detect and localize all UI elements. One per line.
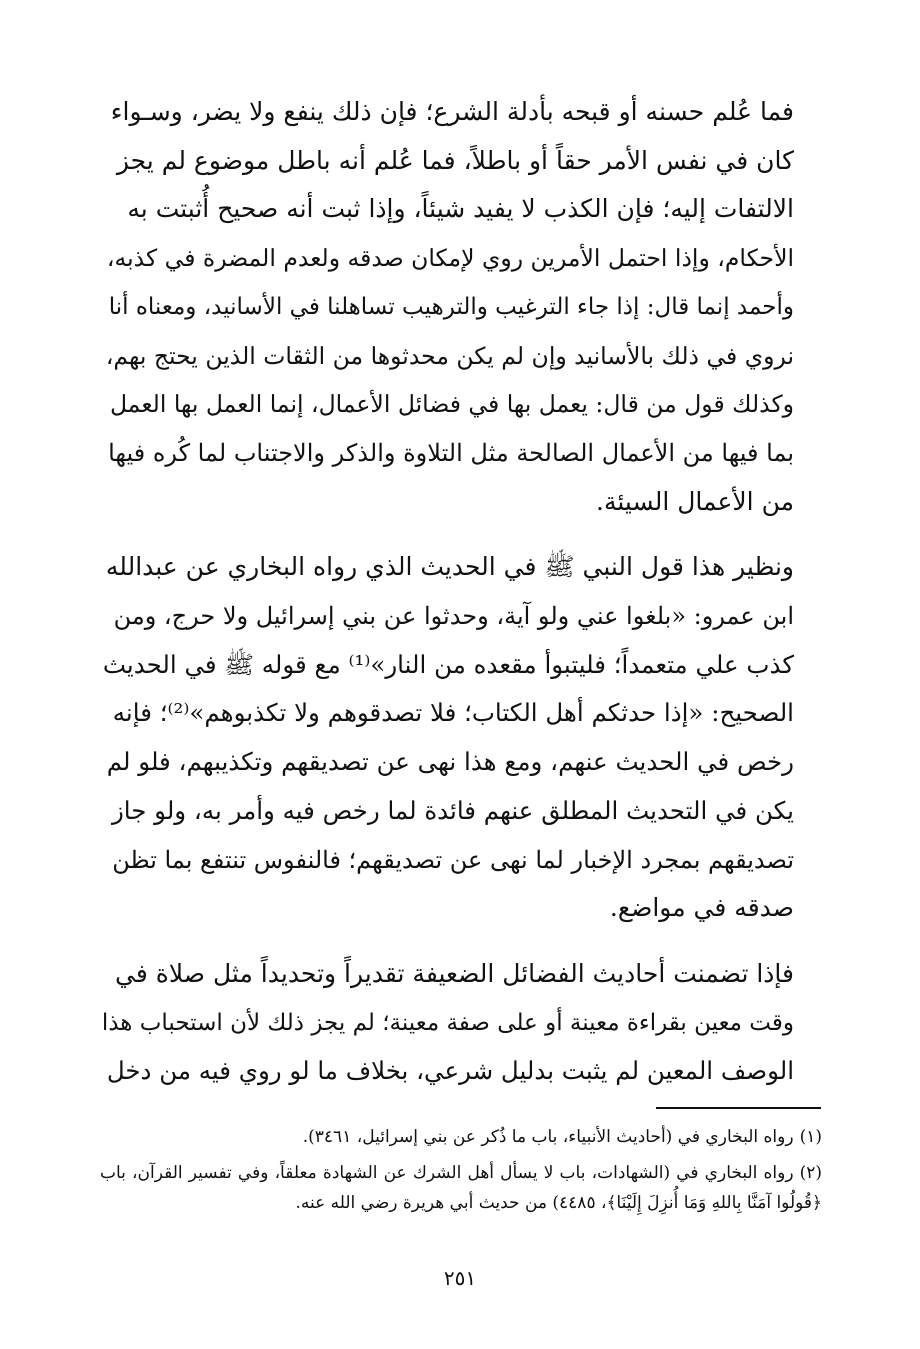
text-line: الأحكام، وإذا احتمل الأمرين روي لإمكان صدقه ولعدم المضرة في كذبه، (106, 244, 794, 273)
text-line: من الأعمال السيئة. (596, 486, 794, 516)
text-line: تصديقهم بمجرد الإخبار لما نهى عن تصديقهم؛ فالنفوس تنتفع بما تظن (112, 845, 794, 874)
footnote-2 (100, 1158, 822, 1218)
text-line: وأحمد إنما قال: إذا جاء الترغيب والترهيب تساهلنا في الأسانيد، ومعناه أنا (108, 293, 794, 320)
footnote-divider (656, 1107, 821, 1109)
text-line: فما عُلم حسنه أو قبحه بأدلة الشرع؛ فإن ذلك ينفع ولا يضر، وسـواء (110, 97, 794, 126)
text-line: كذب علي متعمداً؛ فليتبوأ مقعده من النار»⁽¹⁾ مع قوله ﷺ في الحديث (102, 649, 794, 679)
text-line: كان في نفس الأمر حقاً أو باطلاً، فما عُلم أنه باطل موضوع لم يجز (116, 145, 794, 175)
text-line: يكن في التحديث المطلق عنهم فائدة لما رخص فيه وأمر به، ولو جاز (111, 795, 794, 825)
footnote-text: رواه البخاري في (الشهادات، باب لا يسأل أهل الشرك عن الشهادة معلقاً، وفي تفسير القرآن، باب ﴿قُولُوا آمَنَّا بِاللهِ وَمَا أُنزِلَ إِلَيْنَا﴾، ٤٤٨٥) من حديث أبي هريرة رضي الله عنه. (100, 1163, 822, 1213)
text-line: ونظير هذا قول النبي ﷺ في الحديث الذي رواه البخاري عن عبدالله (105, 552, 794, 582)
text-line: بما فيها من الأعمال الصالحة مثل التلاوة والذكر والاجتناب لما كُره فيها (108, 438, 794, 467)
text-line: الالتفات إليه؛ فإن الكذب لا يفيد شيئاً، وإذا ثبت أنه صحيح أُثبتت به (127, 194, 794, 224)
text-line: الوصف المعين لم يثبت بدليل شرعي، بخلاف ما لو روي فيه من دخل (106, 1056, 794, 1086)
footnote-number: (٢) (799, 1163, 822, 1183)
footnote-1 (100, 1122, 822, 1152)
text-line: الصحيح: «إذا حدثكم أهل الكتاب؛ فلا تصدقوهم ولا تكذبوهم»⁽²⁾؛ فإنه (112, 698, 794, 728)
footnote-text: رواه البخاري في (أحاديث الأنبياء، باب ما ذُكر عن بني إسرائيل، ٣٤٦١). (302, 1127, 794, 1147)
paragraph-3 (100, 950, 822, 1096)
text-line: وقت معين بقراءة معينة أو على صفة معينة؛ لم يجز ذلك لأن استحباب هذا (101, 1009, 794, 1036)
main-text (100, 88, 822, 1096)
text-line: صدقه في مواضع. (609, 893, 794, 923)
text-line: فإذا تضمنت أحاديث الفضائل الضعيفة تقديراً وتحديداً مثل صلاة في (115, 958, 794, 988)
text-line: رخص في الحديث عنهم، ومع هذا نهى عن تصديقهم وتكذيبهم، فلو لم (106, 747, 794, 777)
footnotes (100, 1122, 822, 1224)
text-line: نروي في ذلك بالأسانيد وإن لم يكن محدثوها من الثقات الذين يحتج بهم، (105, 341, 794, 370)
paragraph-2 (100, 543, 822, 933)
text-line: ابن عمرو: «بلغوا عني ولو آية، وحدثوا عن بني إسرائيل ولا حرج، ومن (113, 602, 794, 631)
page-number: ٢٥١ (443, 1266, 477, 1290)
text-line: وكذلك قول من قال: يعمل بها في فضائل الأعمال، إنما العمل بها العمل (109, 390, 794, 419)
paragraph-1 (100, 88, 822, 526)
footnote-number: (١) (799, 1127, 822, 1147)
